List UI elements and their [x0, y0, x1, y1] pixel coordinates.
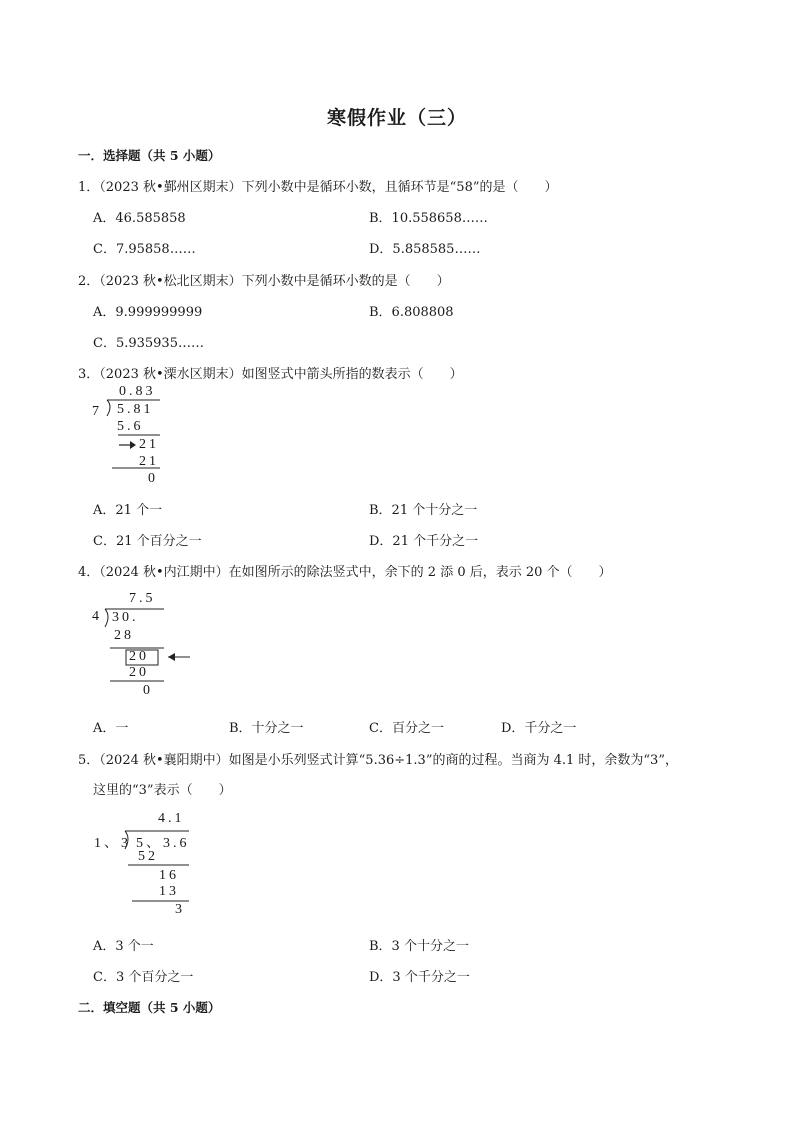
step-row-1: 28: [114, 628, 134, 643]
step-row-2: 16: [159, 868, 179, 883]
question-4-option-a[interactable]: A．一: [93, 721, 129, 736]
question-3-division-figure: [92, 386, 172, 490]
step-row-4: 0: [148, 471, 158, 486]
question-5-option-d[interactable]: D．3 个千分之一: [369, 970, 470, 985]
step-row-4: 0: [143, 683, 153, 698]
question-5-option-c[interactable]: C．3 个百分之一: [93, 970, 194, 985]
question-1-option-b[interactable]: B．10.558658……: [369, 211, 488, 226]
question-2-option-a[interactable]: A．9.999999999: [93, 305, 203, 320]
question-1-option-d[interactable]: D．5.858585……: [369, 242, 481, 257]
question-1-stem: 1．（2023 秋•鄞州区期末）下列小数中是循环小数，且循环节是“58”的是（ ）: [78, 180, 558, 195]
arrow-icon: [130, 441, 136, 449]
question-3-option-c[interactable]: C．21 个百分之一: [93, 534, 202, 549]
step-row-3: 20: [129, 665, 149, 680]
step-row-1: 5.6: [117, 419, 144, 434]
dividend: 30.: [112, 610, 139, 625]
step-row-2: 21: [139, 437, 159, 452]
question-5-stem: 5．（2024 秋•襄阳期中）如图是小乐列竖式计算“5.36÷1.3”的商的过程。当商为 4.1 时，余数为“3”，: [78, 753, 678, 768]
divisor: 1、3: [94, 836, 131, 851]
question-5-option-b[interactable]: B．3 个十分之一: [369, 939, 469, 954]
question-3-option-a[interactable]: A．21 个一: [93, 503, 163, 518]
question-2-stem: 2．（2023 秋•松北区期末）下列小数中是循环小数的是（ ）: [78, 274, 450, 289]
page-title: 寒假作业（三）: [326, 107, 467, 129]
quotient: 7.5: [129, 591, 156, 606]
quotient: 4.1: [158, 811, 185, 826]
divisor: 7: [92, 404, 102, 419]
question-5-stem-continued: 这里的“3”表示（ ）: [93, 783, 232, 798]
step-row-2: 20: [129, 649, 149, 664]
question-1-option-a[interactable]: A．46.585858: [93, 211, 186, 226]
question-2-option-c[interactable]: C．5.935935……: [93, 336, 204, 351]
question-4-option-c[interactable]: C．百分之一: [369, 721, 444, 736]
question-4-division-figure: [92, 589, 192, 699]
question-2-option-b[interactable]: B．6.808808: [369, 305, 454, 320]
arrow-icon: [168, 653, 175, 661]
question-4-option-b[interactable]: B．十分之一: [229, 721, 304, 736]
section-heading-fill-in: 二．填空题（共 5 小题）: [78, 1000, 221, 1015]
question-1-option-c[interactable]: C．7.95858……: [93, 242, 196, 257]
question-4-option-d[interactable]: D．千分之一: [501, 721, 577, 736]
divisor: 4: [92, 609, 102, 624]
dividend: 5、3.6: [136, 836, 190, 851]
quotient: 0.83: [119, 384, 156, 399]
step-row-4: 3: [175, 902, 185, 917]
question-3-option-b[interactable]: B．21 个十分之一: [369, 503, 478, 518]
dividend: 5.81: [117, 402, 154, 417]
question-4-stem: 4．（2024 秋•内江期中）在如图所示的除法竖式中，余下的 2 添 0 后，表示 20 个（ ）: [78, 565, 612, 580]
question-3-option-d[interactable]: D．21 个千分之一: [369, 534, 479, 549]
step-row-3: 13: [159, 884, 179, 899]
step-row-1: 52: [138, 849, 158, 864]
step-row-3: 21: [139, 454, 159, 469]
question-5-option-a[interactable]: A．3 个一: [93, 939, 154, 954]
question-5-division-figure: [92, 809, 202, 919]
question-3-stem: 3．（2023 秋•溧水区期末）如图竖式中箭头所指的数表示（ ）: [78, 367, 463, 382]
section-heading-choice: 一．选择题（共 5 小题）: [78, 148, 221, 163]
